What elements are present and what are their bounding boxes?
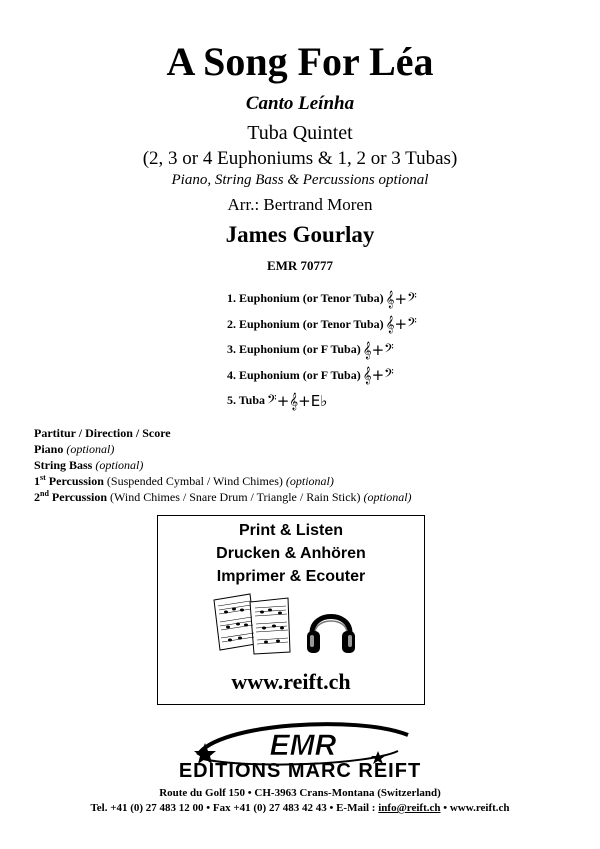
perc2-detail: (Wind Chimes / Snare Drum / Triangle / Rain Stick) <box>110 490 361 504</box>
clef-icon: 𝄢+𝄞+E♭ <box>267 391 328 410</box>
perc1-optional: (optional) <box>285 474 334 488</box>
perc2-label: Percussion <box>51 490 108 504</box>
address: Route du Golf 150 • CH-3963 Crans-Montana (Switzerland) <box>159 787 441 799</box>
piano-optional: (optional) <box>66 442 115 456</box>
optional-instruments: Piano, String Bass & Percussions optional <box>171 172 429 188</box>
promo-url[interactable]: www.reift.ch <box>231 669 351 694</box>
perc1-detail: (Suspended Cymbal / Wind Chimes) <box>106 474 283 488</box>
clef-icon: 𝄞+𝄢 <box>362 340 394 359</box>
sheet-music-icon <box>210 592 294 658</box>
title: A Song For Léa <box>166 39 434 84</box>
score-line <box>34 425 412 441</box>
part-label: 4. Euphonium (or F Tuba) <box>227 367 361 382</box>
arranger: Arr.: Bertrand Moren <box>227 195 373 214</box>
contact-website[interactable]: • www.reift.ch <box>440 802 510 814</box>
perc2-ordinal: nd <box>40 489 49 498</box>
clef-icon: 𝄞+𝄢 <box>362 366 394 385</box>
perc2-number: 2 <box>34 490 40 504</box>
perc1-ordinal: st <box>40 473 46 482</box>
ensemble: Tuba Quintet <box>247 122 353 144</box>
part-item <box>227 286 417 312</box>
composer: James Gourlay <box>225 222 375 247</box>
percussion-1-line <box>34 473 412 489</box>
part-item <box>227 312 417 338</box>
perc1-number: 1 <box>34 474 40 488</box>
piano-label: Piano <box>34 442 64 456</box>
perc1-label: Percussion <box>48 474 104 488</box>
part-label: 3. Euphonium (or F Tuba) <box>227 342 361 357</box>
part-label: 2. Euphonium (or Tenor Tuba) <box>227 316 384 331</box>
catalog-number: EMR 70777 <box>266 258 334 273</box>
subtitle: Canto Leínha <box>245 93 355 114</box>
contact-phone-fax: Tel. +41 (0) 27 483 12 00 • Fax +41 (0) 27 483 42 43 • E-Mail : <box>90 802 379 814</box>
headphones-icon <box>304 601 358 657</box>
perc2-optional: (optional) <box>363 490 412 504</box>
piano-line <box>34 441 412 457</box>
percussion-2-line <box>34 489 412 505</box>
part-label: 5. Tuba <box>227 393 266 408</box>
score-label: Partitur / Direction / Score <box>34 426 171 440</box>
instrumentation: (2, 3 or 4 Euphoniums & 1, 2 or 3 Tubas) <box>142 148 458 169</box>
part-item <box>227 388 417 414</box>
logo-text: EMR <box>269 729 337 762</box>
bass-line <box>34 457 412 473</box>
contact-line <box>0 802 600 814</box>
clef-icon: 𝄞+𝄢 <box>385 289 417 308</box>
part-item <box>227 363 417 389</box>
publisher-name: EDITIONS MARC REIFT <box>178 760 422 782</box>
email-link[interactable]: info@reift.ch <box>378 802 441 814</box>
bass-optional: (optional) <box>95 458 144 472</box>
promo-line-german: Drucken & Anhören <box>216 545 366 562</box>
print-listen-box <box>157 515 425 705</box>
bass-label: String Bass <box>34 458 93 472</box>
part-label: 1. Euphonium (or Tenor Tuba) <box>227 291 384 306</box>
clef-icon: 𝄞+𝄢 <box>385 315 417 334</box>
parts-list <box>227 286 417 414</box>
promo-line-english: Print & Listen <box>238 522 343 539</box>
part-item <box>227 337 417 363</box>
score-contents <box>34 425 412 505</box>
promo-line-french: Imprimer & Ecouter <box>216 568 366 585</box>
